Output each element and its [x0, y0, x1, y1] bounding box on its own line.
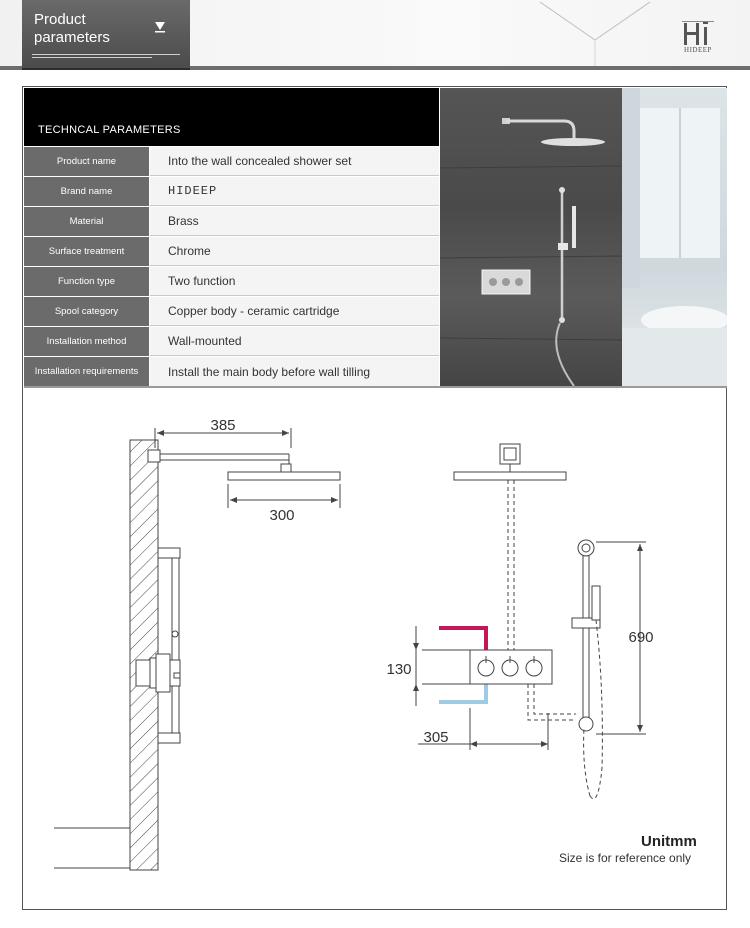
spec-row [24, 357, 439, 387]
spec-table [24, 147, 439, 387]
spec-label: Function type [24, 267, 150, 296]
dim-valve-offset-label: 305 [423, 729, 449, 746]
down-arrow-icon [154, 18, 166, 34]
spec-value: Wall-mounted [150, 327, 439, 356]
spec-row [24, 177, 439, 207]
spec-row [24, 297, 439, 327]
spec-value: Copper body - ceramic cartridge [150, 297, 439, 326]
page-title: Product parameters [34, 11, 110, 46]
spec-row [24, 147, 439, 177]
dim-slide-label: 690 [628, 629, 654, 646]
reference-note: Size is for reference only [559, 851, 692, 865]
dimension-diagram [24, 388, 726, 908]
dim-head-label: 300 [269, 507, 295, 524]
title-decor-lines [32, 53, 182, 62]
spec-label: Material [24, 207, 150, 236]
brand-logo-text: HIDEEP [684, 46, 712, 54]
title-box [22, 0, 190, 70]
spec-label: Product name [24, 147, 150, 176]
spec-row [24, 207, 439, 237]
spec-value: Two function [150, 267, 439, 296]
unit-label: Unitmm [641, 833, 697, 850]
spec-value: Chrome [150, 237, 439, 266]
photo-fixtures [440, 88, 727, 386]
spec-label: Installation method [24, 327, 150, 356]
spec-label: Installation requirements [24, 357, 150, 386]
spec-value: Install the main body before wall tilling [150, 357, 439, 386]
spec-row [24, 267, 439, 297]
spec-value: Into the wall concealed shower set [150, 147, 439, 176]
spec-label: Spool category [24, 297, 150, 326]
spec-title: TECHNCAL PARAMETERS [38, 124, 181, 136]
header-decoration [520, 0, 670, 66]
dim-arm-label: 385 [210, 417, 236, 434]
spec-label: Surface treatment [24, 237, 150, 266]
spec-label: Brand name [24, 177, 150, 206]
product-photo [440, 88, 727, 386]
spec-value: Brass [150, 207, 439, 236]
dim-valve-height-label: 130 [386, 661, 412, 678]
spec-row [24, 237, 439, 267]
spec-header [24, 88, 439, 146]
spec-value: HIDEEP [150, 177, 439, 206]
spec-row [24, 327, 439, 357]
